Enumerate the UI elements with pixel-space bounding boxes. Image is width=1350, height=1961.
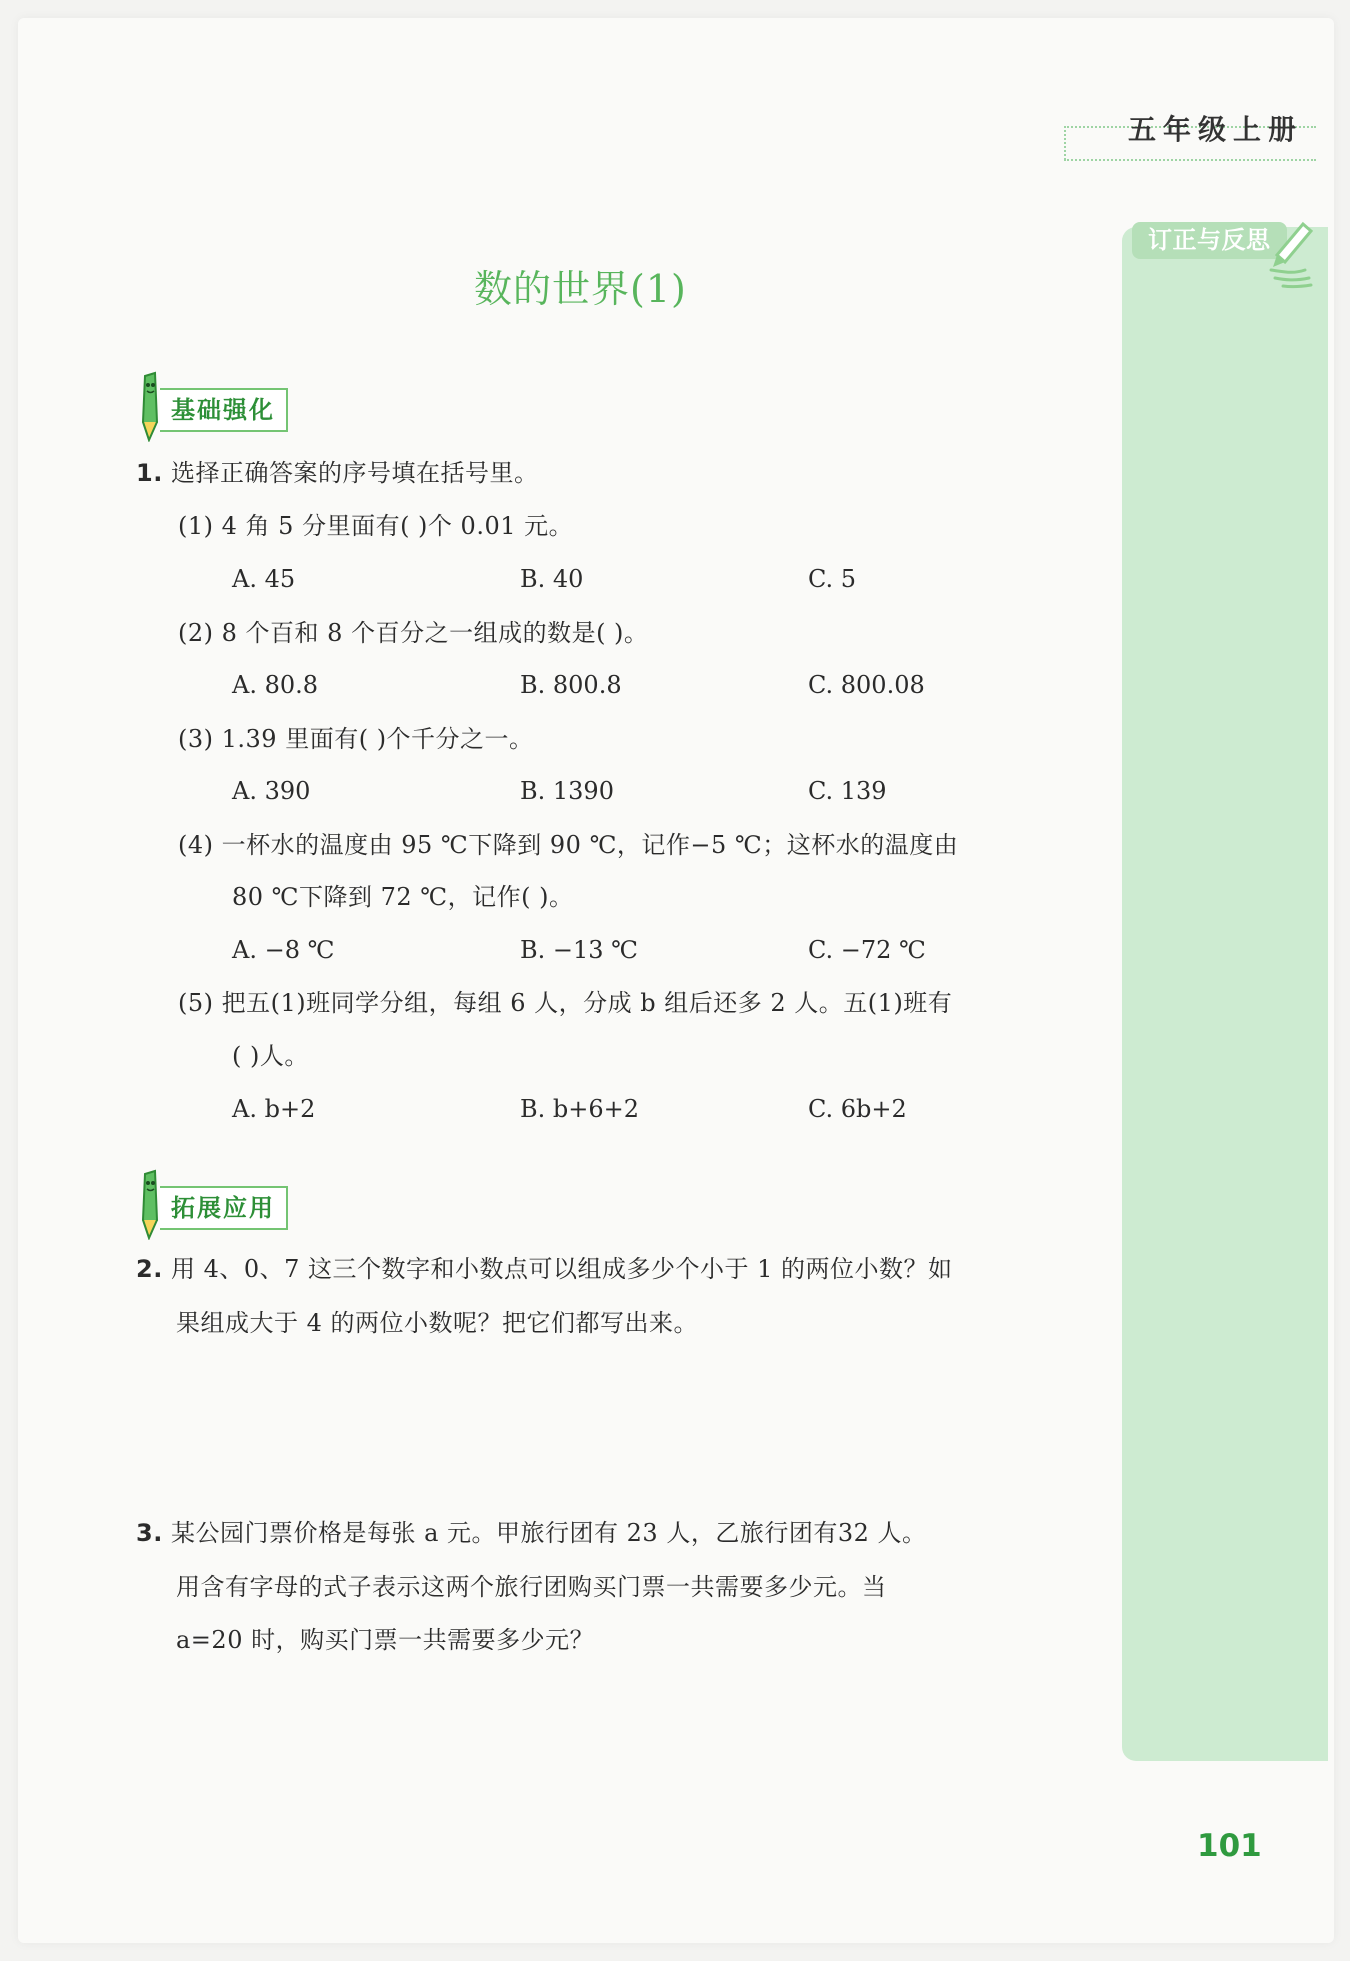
subquestion-1	[178, 511, 573, 541]
correction-label: 订正与反思	[1132, 222, 1287, 259]
options-row	[232, 776, 1096, 806]
option-a: A. b+2	[232, 1095, 316, 1123]
grade-line-bottom	[1064, 159, 1316, 161]
subquestion-text: 8 个百和 8 个百分之一组成的数是( )。	[221, 619, 649, 647]
subquestion-5-line-2: ( )人。	[232, 1042, 309, 1070]
subquestion-4-line-2: 80 ℃下降到 72 ℃，记作( )。	[232, 883, 574, 911]
pencil-icon	[1265, 220, 1317, 290]
options-row	[232, 564, 1096, 594]
option-a: A. 45	[232, 565, 296, 593]
question-2-line-1	[136, 1254, 953, 1284]
page-number: 101	[1197, 1828, 1262, 1864]
option-b: B. b+6+2	[520, 1095, 640, 1123]
options-row	[232, 670, 1096, 700]
subquestion-text: 把五(1)班同学分组，每组 6 人，分成 b 组后还多 2 人。五(1)班有	[221, 989, 953, 1017]
question-text: 选择正确答案的序号填在括号里。	[170, 459, 539, 487]
grade-line-side	[1064, 126, 1066, 160]
question-1	[136, 458, 538, 488]
subquestion-label: (5)	[178, 989, 214, 1017]
option-c: C. 6b+2	[808, 1095, 907, 1123]
option-a: A. −8 ℃	[232, 936, 335, 964]
grade-title: 五年级上册	[1128, 113, 1304, 146]
option-b: B. 800.8	[520, 671, 622, 699]
subquestion-label: (3)	[178, 725, 214, 753]
question-text: 某公园门票价格是每张 a 元。甲旅行团有 23 人，乙旅行团有32 人。	[170, 1519, 927, 1547]
option-b: B. −13 ℃	[520, 936, 639, 964]
subquestion-text: 一杯水的温度由 95 ℃下降到 90 ℃，记作−5 ℃；这杯水的温度由	[221, 831, 959, 859]
subquestion-label: (4)	[178, 831, 214, 859]
question-number: 3.	[136, 1519, 163, 1547]
option-a: A. 80.8	[232, 671, 319, 699]
option-c: C. −72 ℃	[808, 936, 926, 964]
subquestion-text: 1.39 里面有( )个千分之一。	[221, 725, 534, 753]
question-3-line-2: 用含有字母的式子表示这两个旅行团购买门票一共需要多少元。当	[176, 1573, 887, 1601]
question-2-line-2: 果组成大于 4 的两位小数呢？把它们都写出来。	[176, 1309, 699, 1337]
option-c: C. 800.08	[808, 671, 925, 699]
option-c: C. 5	[808, 565, 857, 593]
option-a: A. 390	[232, 777, 311, 805]
subquestion-label: (1)	[178, 512, 214, 540]
question-number: 1.	[136, 459, 163, 487]
subquestion-2	[178, 618, 648, 648]
option-c: C. 139	[808, 777, 887, 805]
question-text: 用 4、0、7 这三个数字和小数点可以组成多少个小于 1 的两位小数？如	[170, 1255, 953, 1283]
subquestion-5-line-1	[178, 988, 952, 1018]
question-3-line-1	[136, 1518, 927, 1548]
subquestion-4-line-1	[178, 830, 958, 860]
page-title: 数的世界(1)	[474, 267, 687, 311]
section-title-extension: 拓展应用	[160, 1186, 288, 1230]
options-row	[232, 935, 1096, 965]
question-number: 2.	[136, 1255, 163, 1283]
option-b: B. 40	[520, 565, 584, 593]
section-title-basic: 基础强化	[160, 388, 288, 432]
options-row	[232, 1094, 1096, 1124]
question-3-line-3: a=20 时，购买门票一共需要多少元？	[176, 1626, 595, 1654]
option-b: B. 1390	[520, 777, 614, 805]
correction-sidebar	[1122, 227, 1328, 1761]
subquestion-text: 4 角 5 分里面有( )个 0.01 元。	[221, 512, 574, 540]
subquestion-label: (2)	[178, 619, 214, 647]
subquestion-3	[178, 724, 534, 754]
